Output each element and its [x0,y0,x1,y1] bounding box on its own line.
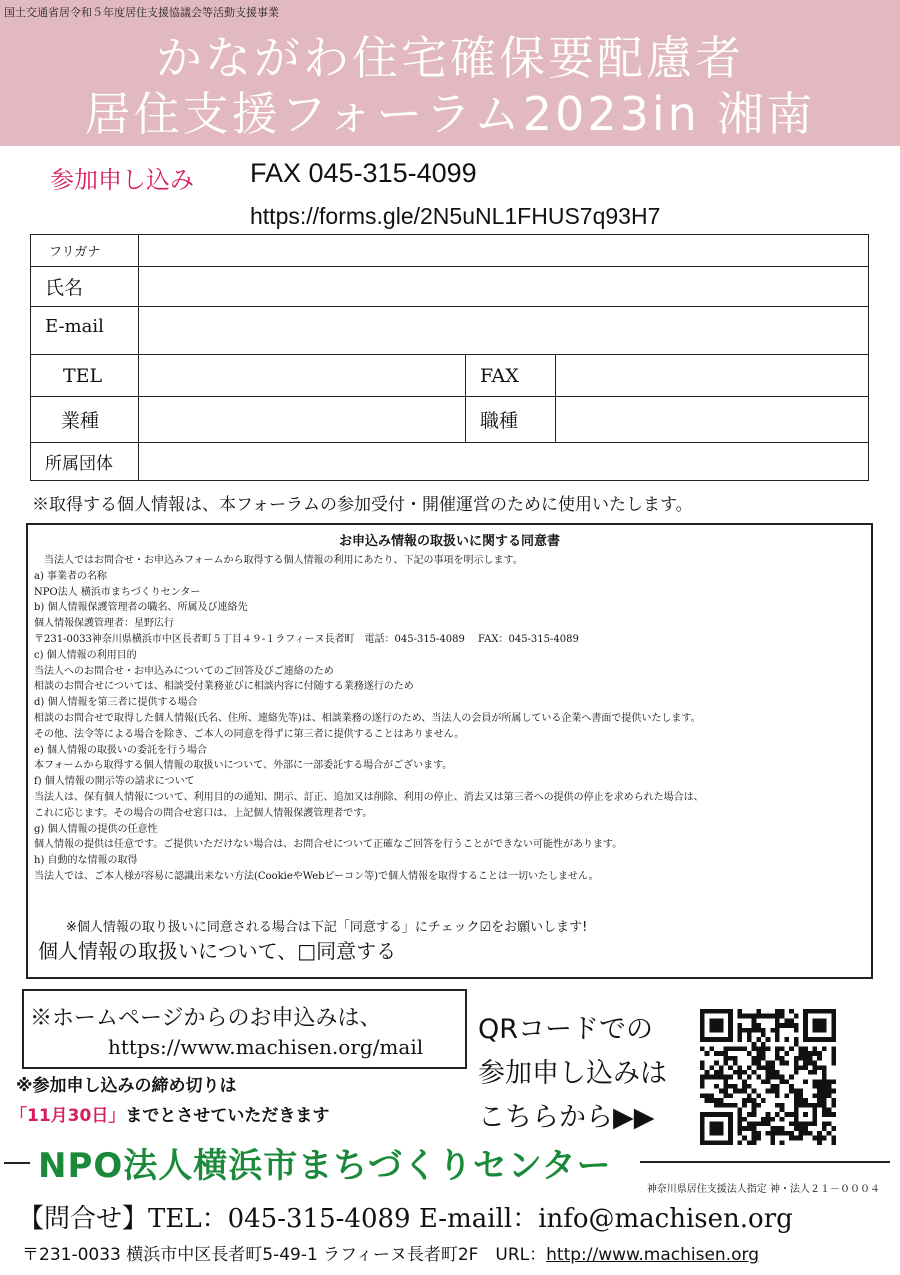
organization-field[interactable] [139,443,869,481]
qr-caption-line: 参加申し込みは [478,1058,667,1089]
title-line-2: 居住支援フォーラム2023in 湘南 [84,87,816,141]
consent-line: 本フォームから取得する個人情報の取扱いについて、外部に一部委託する場合がございます。 [34,760,453,772]
email-label: E-mail [31,307,139,355]
consent-line: 個人情報保護管理者：星野広行 [34,618,174,630]
application-label: 参加申し込み [50,166,194,194]
industry-label: 業種 [31,397,139,443]
consent-line: e) 個人情報の取扱いの委託を行う場合 [34,744,207,756]
consent-title: お申込み情報の取扱いに関する同意書 [338,534,560,549]
fax-field[interactable] [556,355,869,397]
consent-line: その他、法令等による場合を除き、ご本人の同意を得ずに第三者に提供することはありません。 [34,728,465,740]
fax-label: FAX [466,355,556,397]
furigana-label: フリガナ [31,235,139,267]
deadline-rest: までとさせていただきます [125,1106,330,1126]
consent-agree-prefix: 個人情報の取扱いについて、 [38,939,298,963]
sponsor-text: 国土交通省居令和５年度居住支援協議会等活動支援事業 [4,6,279,19]
consent-line: d) 個人情報を第三者に提供する場合 [34,697,198,709]
consent-line: 当法人ではお問合せ・お申込みフォームから取得する個人情報の利用にあたり、下記の事項を明示します。 [34,555,523,566]
organization-certification: 神奈川県居住支援法人指定 神・法人２１－０００４ [646,1184,880,1195]
consent-line: 相談のお問合せについては、相談受付業務並びに相談内容に付随する業務遂行のため [34,681,414,693]
title-line-1: かながわ住宅確保要配慮者 [156,31,744,85]
consent-line: これに応じます。その場合の問合せ窓口は、上記個人情報保護管理者です。 [34,807,373,819]
email-field[interactable] [139,307,869,355]
organization-name: NPO法人横浜市まちづくりセンター [38,1146,612,1186]
name-label: 氏名 [31,267,139,307]
tel-label: TEL [31,355,139,397]
organization-label: 所属団体 [31,443,139,481]
contact-info: 【問合せ】TEL：045-315-4089 E-maill：info@machisen.org [18,1204,793,1234]
consent-line: g) 個人情報の提供の任意性 [34,823,158,835]
qr-caption-line: こちらから▶▶ [478,1102,655,1133]
address-line [22,1240,759,1265]
qr-code-icon[interactable] [700,1009,836,1145]
org-dash-divider [4,1162,30,1164]
industry-field[interactable] [139,397,466,443]
header-banner [0,0,900,146]
consent-agree-label: 同意する [316,939,397,963]
furigana-field[interactable] [139,235,869,267]
consent-line: 当法人へのお問合せ・お申込みについてのご回答及びご連絡のため [34,665,334,677]
consent-checkbox[interactable]: □ [297,939,317,963]
consent-line: 当法人では、ご本人様が容易に認識出来ない方法(CookieやWebビーコン等)で個人情報を取得することは一切いたしません。 [34,870,599,882]
consent-line: 個人情報の提供は任意です。ご提供いただけない場合は、お問合せについて正確なご回答を行うことができない可能性があります。 [34,839,623,851]
consent-body [34,553,869,885]
consent-line: f) 個人情報の開示等の請求について [34,776,195,788]
consent-section [26,523,873,979]
address-text: 〒231-0033 横浜市中区長者町5-49-1 ラフィーヌ長者町2F URL： [22,1245,547,1265]
job-field[interactable] [556,397,869,443]
deadline-line-1: ※参加申し込みの締め切りは [16,1076,237,1096]
consent-line: c) 個人情報の利用目的 [34,649,137,661]
consent-line: 当法人は、保有個人情報について、利用目的の通知、開示、訂正、追加又は削除、利用の停止、消去又は第三者への提供の停止を求められた場合は、 [34,791,704,803]
consent-line: a) 事業者の名称 [34,570,108,582]
consent-check-note: ※個人情報の取り扱いに同意される場合は下記「同意する」にチェック☑をお願いします! [66,920,588,935]
qr-caption [478,1008,667,1140]
website-url-link[interactable]: http://www.machisen.org [546,1245,759,1265]
consent-line: NPO法人 横浜市まちづくりセンター [34,586,201,598]
application-url-link[interactable]: https://forms.gle/2N5uNL1FHUS7q93H7 [250,203,661,229]
homepage-url-link[interactable]: https://www.machisen.org/mail [108,1035,424,1059]
consent-agree-row [38,935,396,964]
deadline-date: 「11月30日」 [10,1106,126,1126]
org-rule-divider [640,1161,890,1163]
qr-caption-line: QRコードでの [478,1014,654,1045]
homepage-note: ※ホームページからのお申込みは、 [30,1006,382,1031]
tel-field[interactable] [139,355,466,397]
consent-line: h) 自動的な情報の取得 [34,855,138,867]
privacy-note: ※取得する個人情報は、本フォーラムの参加受付・開催運営のために使用いたします。 [32,495,693,515]
homepage-box [22,989,467,1069]
consent-line: b) 個人情報保護管理者の職名、所属及び連絡先 [34,602,248,614]
job-label: 職種 [466,397,556,443]
name-field[interactable] [139,267,869,307]
application-form-table [30,234,869,481]
consent-line: 相談のお問合せで取得した個人情報(氏名、住所、連絡先等)は、相談業務の遂行のため、当法人の会員が所属している企業へ書面で提供いたします。 [34,712,701,724]
application-fax: FAX 045-315-4099 [250,158,477,188]
consent-line: 〒231-0033神奈川県横浜市中区長者町５丁目４９-１ラフィーヌ長者町 電話：045-315-4089 FAX：045-315-4089 [34,633,579,645]
deadline-line-2 [10,1101,329,1126]
